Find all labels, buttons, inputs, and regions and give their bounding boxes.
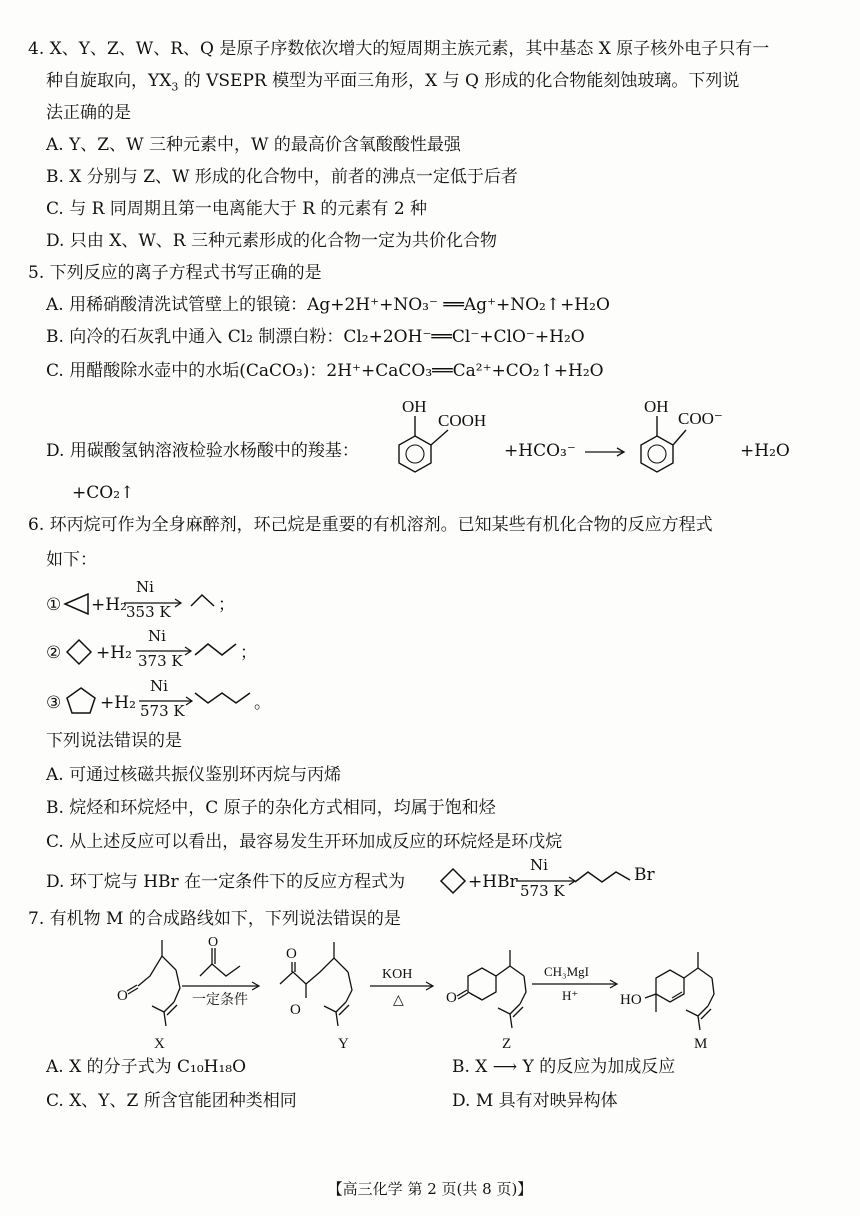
q5-h2o: +H₂O: [740, 441, 790, 461]
q5-stem: 5. 下列反应的离子方程式书写正确的是: [28, 263, 322, 283]
q4-stem-line2-sub: 3: [171, 80, 179, 94]
synthesis-route-diagram: [100, 936, 740, 1056]
compound-z-label: Z: [502, 1036, 512, 1052]
q5-co2: +CO₂↑: [72, 483, 135, 503]
q4-stem-line2-a: 种自旋取向，YX: [46, 71, 172, 91]
cyclopentane-structure: [66, 686, 98, 716]
reaction-1-number: ①: [46, 595, 62, 615]
q6-d-hbr: +HBr: [468, 872, 518, 892]
salicylate-coo-label: COO⁻: [678, 409, 723, 428]
cyclobutane-structure: [66, 638, 94, 666]
q6-question: 下列说法错误的是: [46, 731, 182, 751]
y-aldehyde-o: O: [290, 1002, 301, 1018]
reaction-3-number: ③: [46, 693, 62, 713]
z-ketone-o: O: [446, 990, 457, 1006]
salicylate-structure: [622, 388, 772, 478]
salicylic-oh-label: OH: [402, 397, 427, 416]
step3-reagent: CH₃MgI: [544, 964, 589, 979]
mvk-o: O: [208, 935, 219, 950]
step3-acid: H⁺: [562, 988, 579, 1003]
q6-option-b: B. 烷烃和环烷烃中，C 原子的杂化方式相同，均属于饱和烃: [46, 798, 496, 818]
compound-m-structure: [620, 952, 714, 1052]
compound-y-label: Y: [338, 1036, 349, 1052]
salicylic-cooh-label: COOH: [438, 411, 487, 430]
x-carbonyl-o: O: [117, 988, 128, 1004]
q7-option-d: D. M 具有对映异构体: [452, 1091, 618, 1111]
q6-d-temperature: 573 K: [520, 882, 565, 900]
q6-stem-line1: 6. 环丙烷可作为全身麻醉剂，环己烷是重要的有机溶剂。已知某些有机化合物的反应方程式: [28, 515, 713, 535]
step2-heat: △: [393, 993, 404, 1008]
reaction-2-number: ②: [46, 643, 62, 663]
q6-d-catalyst: Ni: [530, 856, 548, 874]
reaction-1-h2: +H₂: [91, 595, 127, 615]
q7-stem: 7. 有机物 M 的合成路线如下，下列说法错误的是: [28, 909, 401, 929]
reaction-2-catalyst: Ni: [148, 627, 166, 645]
q4-stem-line2: [46, 70, 739, 95]
reaction-2-temperature: 373 K: [138, 652, 183, 670]
step1-arrow: [182, 935, 259, 1008]
q5-option-d-label: D. 用碳酸氢钠溶液检验水杨酸中的羧基：: [46, 441, 359, 461]
step2-arrow: [370, 967, 433, 1008]
reaction-2-h2: +H₂: [96, 643, 132, 663]
reaction-3-h2: +H₂: [100, 693, 136, 713]
q4-option-c: C. 与 R 同周期且第一电离能大于 R 的元素有 2 种: [46, 199, 428, 219]
q6-option-d-label: D. 环丁烷与 HBr 在一定条件下的反应方程式为: [46, 872, 406, 892]
q4-option-b: B. X 分别与 Z、W 形成的化合物中，前者的沸点一定低于后者: [46, 167, 518, 187]
compound-m-label: M: [694, 1036, 708, 1052]
q4-stem-line2-b: 的 VSEPR 模型为平面三角形，X 与 Q 形成的化合物能刻蚀玻璃。下列说: [178, 71, 740, 91]
step1-condition: 一定条件: [192, 993, 248, 1008]
q6-option-c: C. 从上述反应可以看出，最容易发生开环加成反应的环烷烃是环戊烷: [46, 832, 563, 852]
compound-y-structure: [280, 942, 352, 1052]
reaction-3-end: 。: [254, 693, 271, 713]
step2-reagent: KOH: [382, 967, 413, 982]
q7-option-b: B. X ⟶ Y 的反应为加成反应: [452, 1057, 676, 1077]
compound-x-label: X: [154, 1036, 165, 1052]
q5-hco3: +HCO₃⁻: [504, 441, 576, 461]
reaction-1-end: ；: [218, 595, 235, 615]
q7-option-a: A. X 的分子式为 C₁₀H₁₈O: [46, 1057, 247, 1077]
reaction-1-catalyst: Ni: [136, 578, 154, 596]
y-ketone-o: O: [286, 946, 297, 962]
q4-stem-line1: 4. X、Y、Z、W、R、Q 是原子序数依次增大的短周期主族元素，其中基态 X 原子核外电子只有一: [28, 39, 770, 59]
q5-option-c: C. 用醋酸除水壶中的水垢(CaCO₃)：2H⁺+CaCO₃══Ca²⁺+CO₂↑+H₂O: [46, 361, 604, 381]
q6-option-a: A. 可通过核磁共振仪鉴别环丙烷与丙烯: [46, 765, 342, 785]
salicylic-acid-structure: [380, 388, 530, 478]
m-hydroxyl: HO: [620, 992, 642, 1008]
q6-stem-line2: 如下：: [46, 550, 97, 570]
q4-option-a: A. Y、Z、W 三种元素中，W 的最高价含氧酸酸性最强: [46, 135, 461, 155]
reaction-2-end: ；: [240, 643, 257, 663]
q5-option-a: A. 用稀硝酸清洗试管壁上的银镜：Ag+2H⁺+NO₃⁻ ══Ag⁺+NO₂↑+H₂O: [46, 295, 610, 315]
compound-z-structure: [446, 950, 526, 1052]
cyclopropane-structure: [64, 593, 90, 615]
q4-stem-line3: 法正确的是: [46, 103, 131, 123]
reaction-1-temperature: 353 K: [126, 603, 171, 621]
butane-structure: [194, 640, 240, 658]
pentane-structure: [194, 688, 254, 706]
compound-x-structure: [117, 940, 180, 1052]
step3-arrow: [532, 964, 617, 1003]
reaction-3-catalyst: Ni: [150, 677, 168, 695]
reaction-3-temperature: 573 K: [140, 702, 185, 720]
q7-option-c: C. X、Y、Z 所含官能团种类相同: [46, 1091, 297, 1111]
cyclobutane-d-structure: [440, 867, 468, 895]
q5-option-b: B. 向冷的石灰乳中通入 Cl₂ 制漂白粉：Cl₂+2OH⁻══Cl⁻+ClO⁻+H₂O: [46, 327, 585, 347]
propane-structure: [190, 592, 216, 608]
salicylate-oh-label: OH: [644, 397, 669, 416]
page-footer: 【高三化学 第 2 页(共 8 页)】: [327, 1180, 533, 1198]
q4-option-d: D. 只由 X、W、R 三种元素形成的化合物一定为共价化合物: [46, 231, 498, 251]
bromobutane-structure: [574, 866, 636, 886]
q6-d-bromine: Br: [634, 865, 655, 885]
